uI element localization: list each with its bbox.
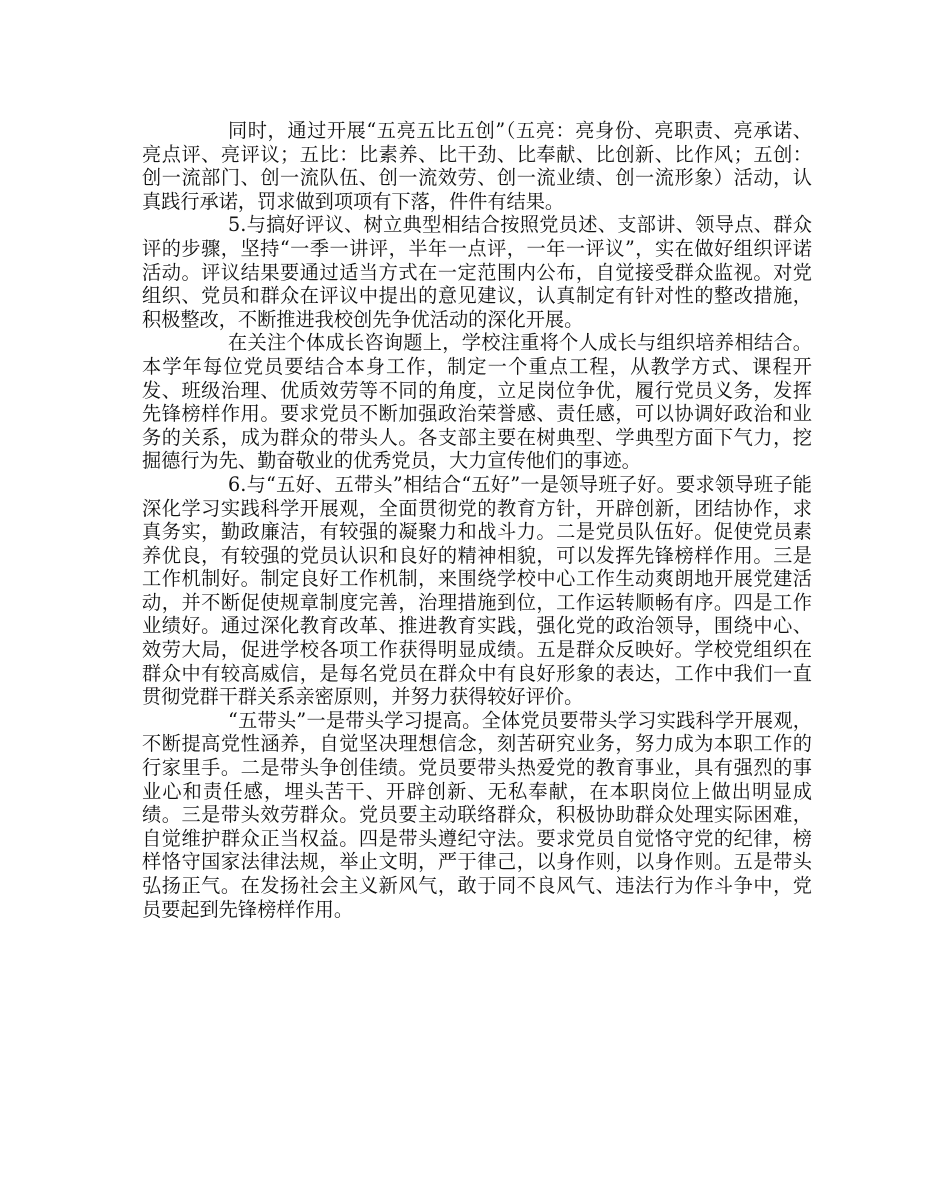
document-body	[142, 119, 812, 921]
paragraph-section-5-evaluation: 5.与搞好评议、树立典型相结合按照党员述、支部讲、领导点、群众评的步骤，坚持“一季一讲评，半年一点评，一年一评议”，实在做好组织评诺活动。评议结果要通过适当方式在一定范围内公布，自觉接受群众监视。对党组织、党员和群众在评议中提出的意见建议，认真制定有针对性的整改措施，积极整改，不断推进我校创先争优活动的深化开展。	[142, 213, 812, 331]
paragraph-individual-growth: 在关注个体成长咨询题上，学校注重将个人成长与组织培养相结合。本学年每位党员要结合本身工作，制定一个重点工程，从教学方式、课程开发、班级治理、优质效劳等不同的角度，立足岗位争优，履行党员义务，发挥先锋榜样作用。要求党员不断加强政治荣誉感、责任感，可以协调好政治和业务的关系，成为群众的带头人。各支部主要在树典型、学典型方面下气力，挖掘德行为先、勤奋敬业的优秀党员，大力宣传他们的事迹。	[142, 331, 812, 473]
paragraph-section-6-five-goods: 6.与“五好、五带头”相结合“五好”一是领导班子好。要求领导班子能深化学习实践科学开展观，全面贯彻党的教育方针，开辟创新，团结协作，求真务实，勤政廉洁，有较强的凝聚力和战斗力。二是党员队伍好。促使党员素养优良，有较强的党员认识和良好的精神相貌，可以发挥先锋榜样作用。三是工作机制好。制定良好工作机制，来围绕学校中心工作生动爽朗地开展党建活动，并不断促使规章制度完善，治理措施到位，工作运转顺畅有序。四是工作业绩好。通过深化教育改革、推进教育实践，强化党的政治领导，围绕中心、效劳大局，促进学校各项工作获得明显成绩。五是群众反映好。学校党组织在群众中有较高威信，是每名党员在群众中有良好形象的表达，工作中我们一直贯彻党群干群关系亲密原则，并努力获得较好评价。	[142, 472, 812, 709]
paragraph-five-leads: “五带头”一是带头学习提高。全体党员要带头学习实践科学开展观，不断提高党性涵养，自觉坚决理想信念，刻苦研究业务，努力成为本职工作的行家里手。二是带头争创佳绩。党员要带头热爱党的教育事业，具有强烈的事业心和责任感，埋头苦干、开辟创新、无私奉献，在本职岗位上做出明显成绩。三是带头效劳群众。党员要主动联络群众，积极协助群众处理实际困难，自觉维护群众正当权益。四是带头遵纪守法。要求党员自觉恪守党的纪律，榜样恪守国家法律法规，举止文明，严于律己，以身作则，以身作则。五是带头弘扬正气。在发扬社会主义新风气，敢于同不良风气、违法行为作斗争中，党员要起到先锋榜样作用。	[142, 708, 812, 921]
paragraph-five-bright-activities: 同时，通过开展“五亮五比五创”（五亮：亮身份、亮职责、亮承诺、亮点评、亮评议；五比：比素养、比干劲、比奉献、比创新、比作风；五创：创一流部门、创一流队伍、创一流效劳、创一流业绩、创一流形象）活动，认真践行承诺，罚求做到项项有下落，件件有结果。	[142, 119, 812, 213]
